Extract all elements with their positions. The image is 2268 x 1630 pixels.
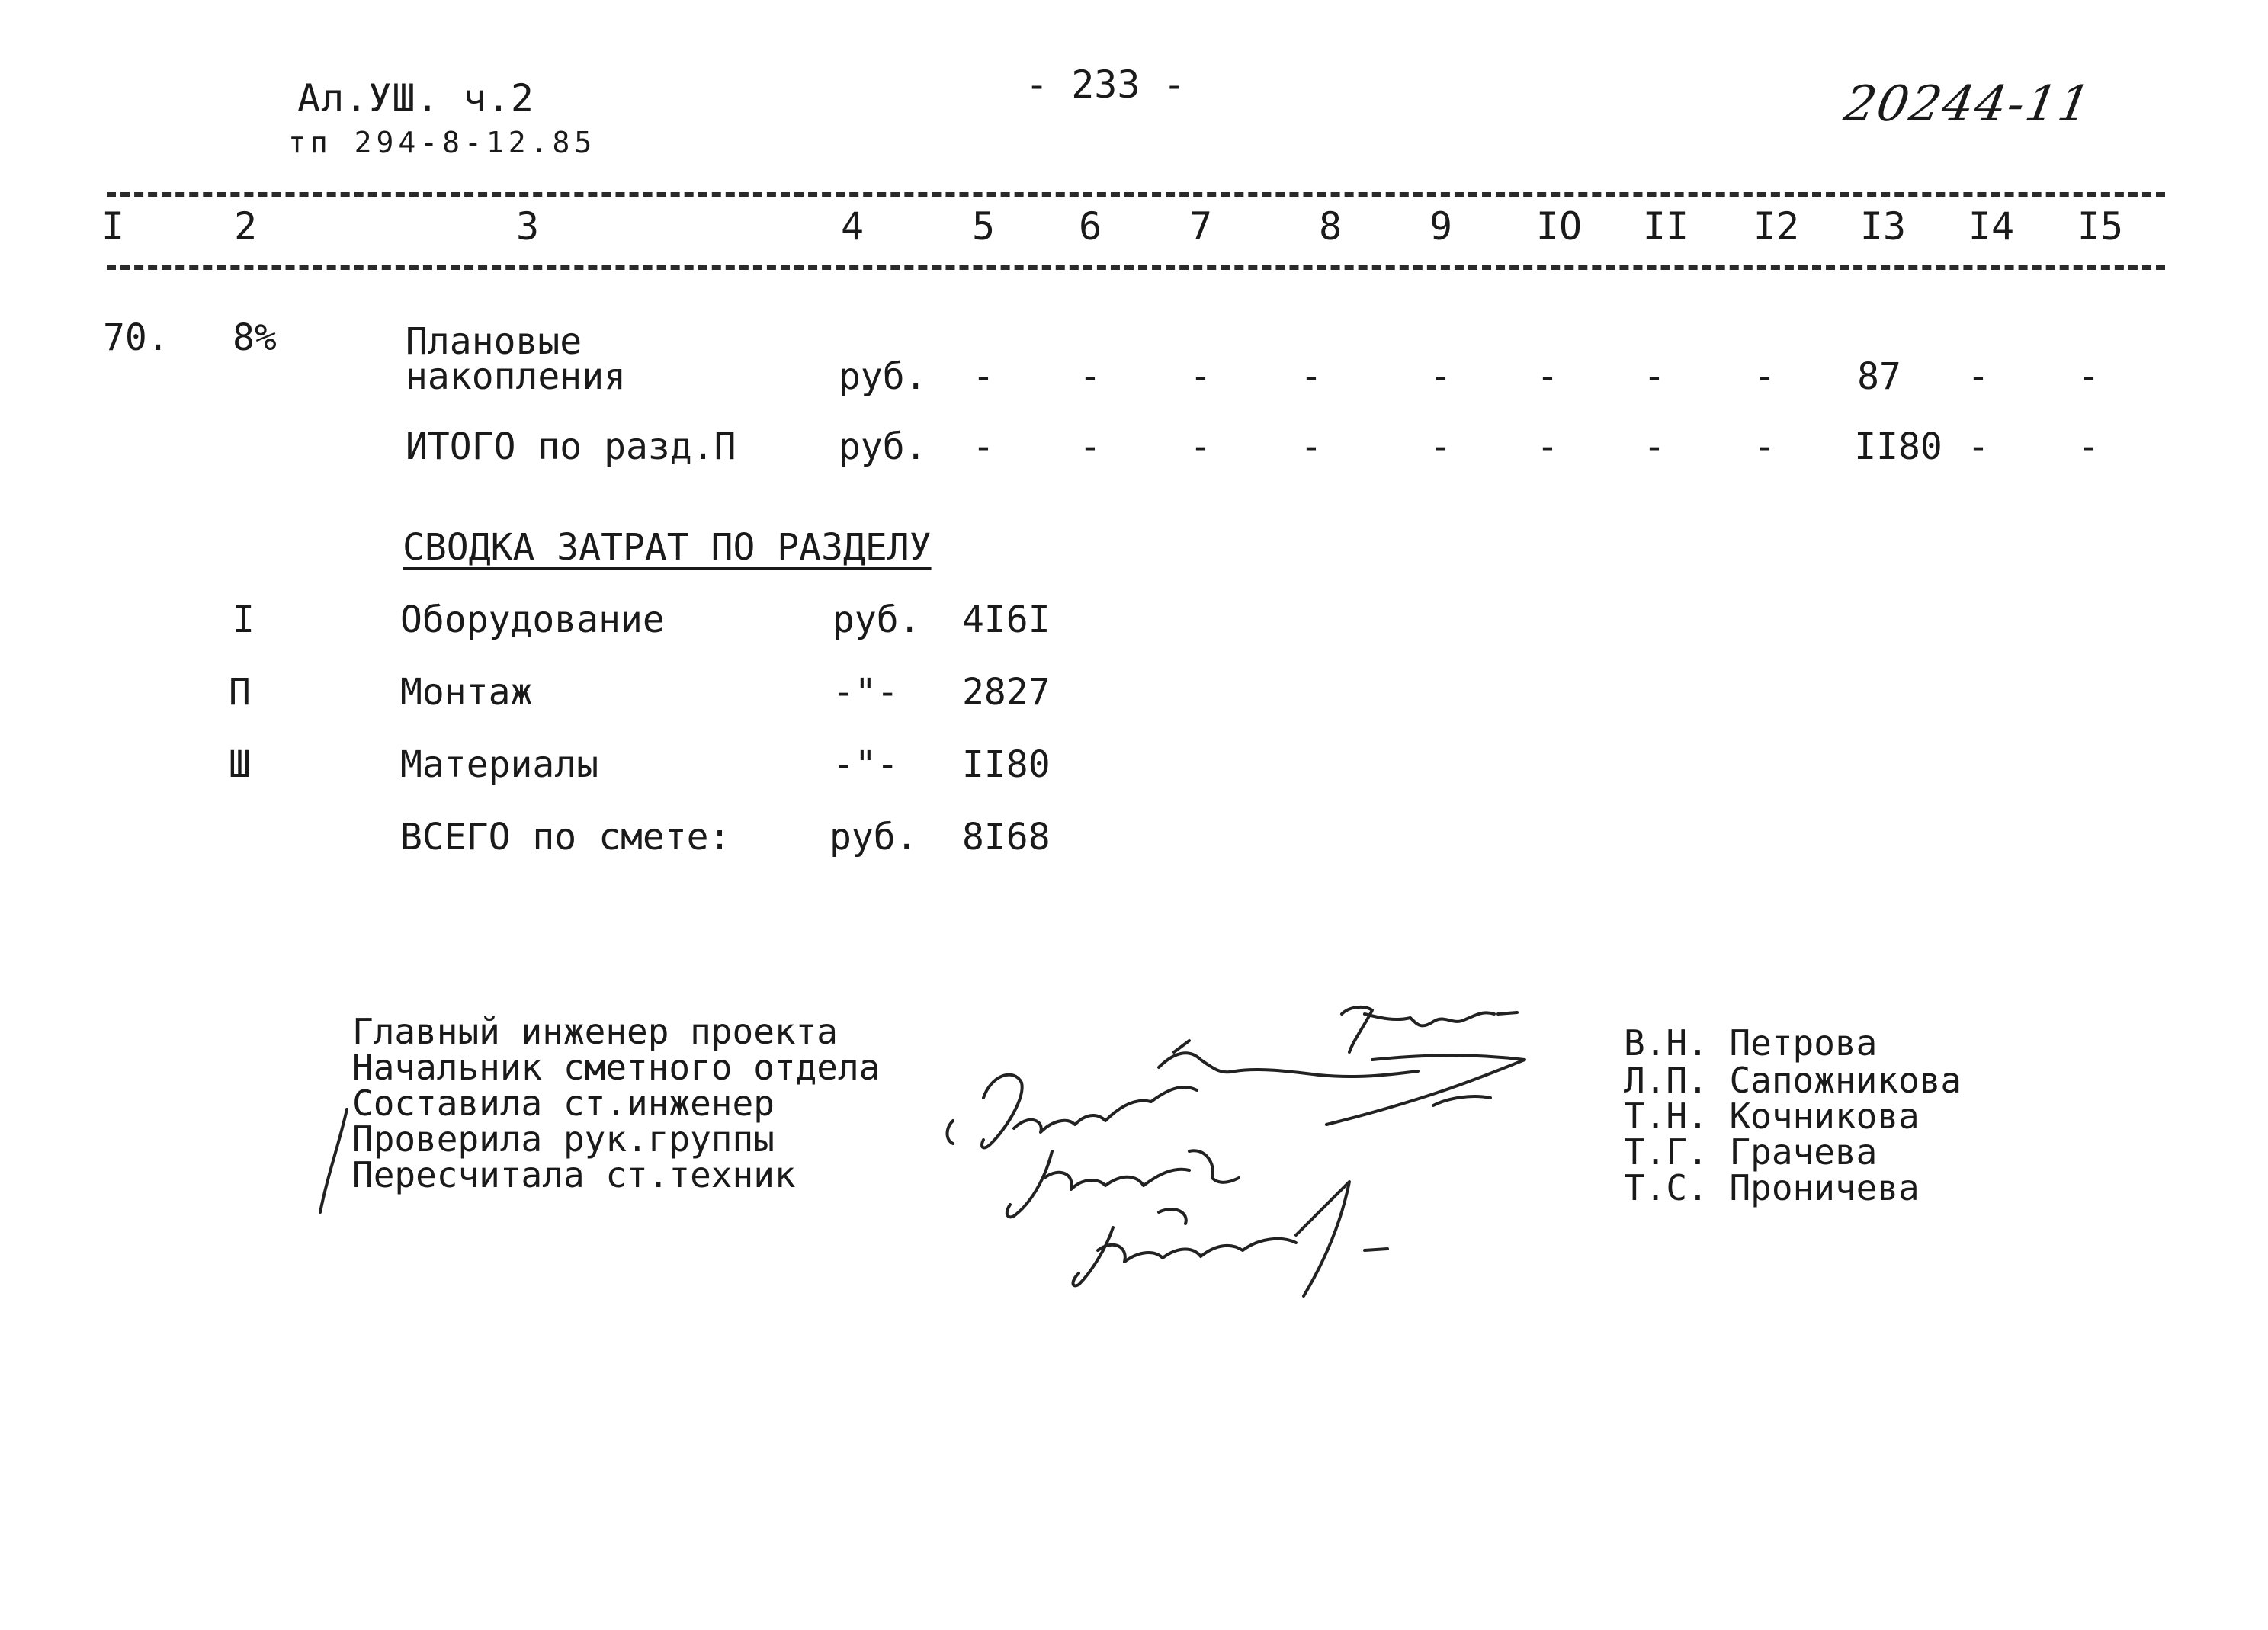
column-header-5: 5 [971,204,996,249]
column-header-3: 3 [515,204,540,249]
column-header-8: 8 [1318,204,1343,249]
summary-unit: -"- [832,743,899,786]
signatory-name: Т.С. Проничева [1624,1167,1920,1208]
row-unit: руб. [839,355,927,398]
cell-dash: - [1300,425,1323,468]
column-header-9: 9 [1429,204,1453,249]
signature-role: Начальник сметного отдела [352,1047,881,1088]
summary-name: Монтаж [400,671,533,714]
cell-dash: - [1189,425,1212,468]
total-unit: руб. [839,425,927,468]
cell-dash: - [2077,355,2100,398]
archive-code: 20244-11 [1840,76,2096,133]
row-number: 70. [103,316,169,359]
document-reference: Ал.УШ. ч.2 [297,76,535,120]
column-header-2: 2 [233,204,258,249]
page-number: - 233 - [1025,63,1186,107]
total-col13-value: II80 [1854,425,1942,468]
summary-value: 4I6I [962,598,1051,641]
cell-dash: - [1643,355,1666,398]
cell-dash: - [1967,355,1990,398]
cell-dash: - [1079,425,1102,468]
summary-name: Материалы [400,743,599,786]
cell-dash: - [972,355,995,398]
column-header-15: I5 [2077,204,2124,249]
column-header-13: I3 [1859,204,1907,249]
total-label: ИТОГО по разд.П [406,425,736,468]
summary-unit: руб. [829,816,918,858]
row-rate: 8% [233,316,277,359]
cell-col13-value: 87 [1857,355,1901,398]
column-header-4: 4 [840,204,865,249]
summary-index: Ш [229,743,251,786]
cell-dash: - [1189,355,1212,398]
summary-index: П [229,671,251,714]
cell-dash: - [1300,355,1323,398]
summary-name: Оборудование [400,598,665,641]
summary-grand-total-value: 8I68 [962,816,1051,858]
cell-dash: - [1429,355,1452,398]
row-name-line1: Плановые [406,320,582,363]
signature-role: Пересчитала ст.техник [352,1154,796,1195]
signature-role: Проверила рук.группы [352,1118,775,1160]
column-header-1: I [101,204,125,249]
cell-dash: - [1753,425,1776,468]
cell-dash: - [1643,425,1666,468]
column-header-12: I2 [1753,204,1800,249]
row-name-line2: накопления [406,355,626,398]
summary-value: 2827 [962,671,1051,714]
summary-grand-total-label: ВСЕГО по смете: [400,816,731,858]
signatory-name: Т.Н. Кочникова [1624,1096,1920,1137]
cell-dash: - [972,425,995,468]
column-header-10: IO [1535,204,1583,249]
column-header-11: II [1642,204,1689,249]
typical-project-number: тп 294-8-12.85 [288,126,597,159]
cell-dash: - [1536,355,1559,398]
signature-role: Составила ст.инженер [352,1083,775,1124]
signatory-name: Т.Г. Грачева [1624,1131,1878,1173]
summary-value: II80 [962,743,1051,786]
cell-dash: - [1967,425,1990,468]
cell-dash: - [2077,425,2100,468]
column-header-14: I4 [1968,204,2015,249]
summary-unit: руб. [832,598,921,641]
column-header-7: 7 [1189,204,1213,249]
cell-dash: - [1429,425,1452,468]
signature-role: Главный инженер проекта [352,1011,838,1052]
signatory-name: Л.П. Сапожникова [1624,1060,1962,1101]
summary-heading: СВОДКА ЗАТРАТ ПО РАЗДЕЛУ [403,526,932,569]
column-header-6: 6 [1078,204,1102,249]
summary-index: I [233,598,255,641]
signatory-name: В.Н. Петрова [1624,1022,1878,1064]
cell-dash: - [1753,355,1776,398]
cell-dash: - [1536,425,1559,468]
summary-unit: -"- [832,671,899,714]
cell-dash: - [1079,355,1102,398]
